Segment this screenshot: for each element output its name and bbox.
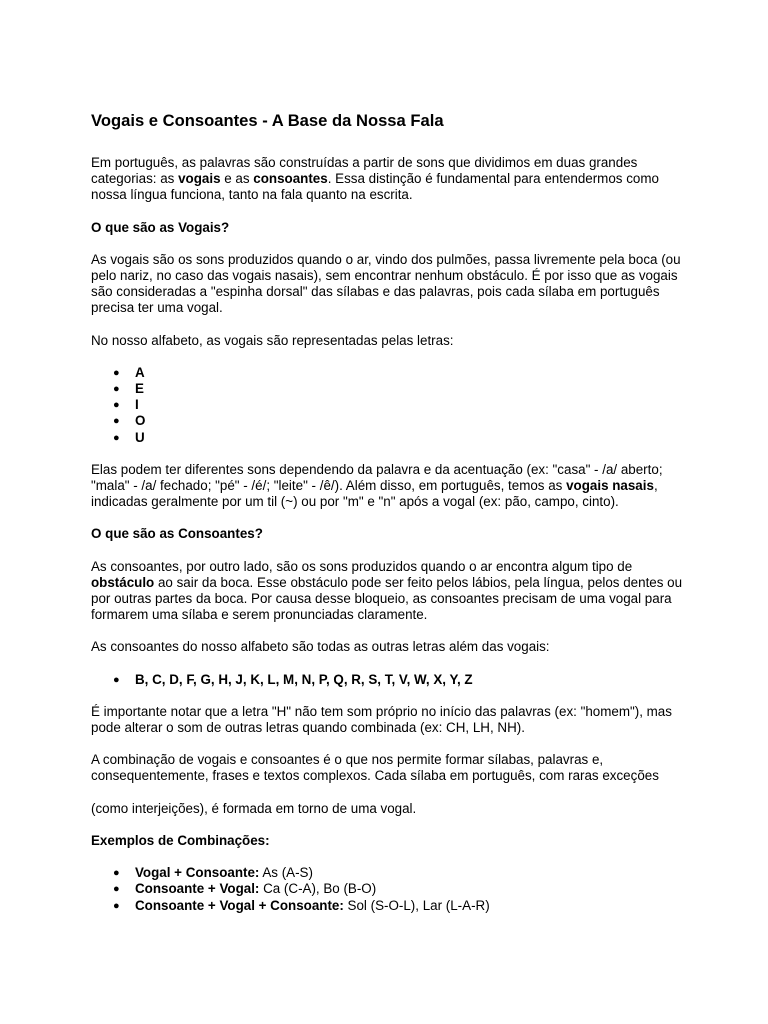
vogais-heading: O que são as Vogais? bbox=[91, 219, 230, 235]
vogais-paragraph-3: Elas podem ter diferentes sons dependendo da palavra e da acentuação (ex: "casa" - /a/ aberto; "mala" - /a/ fechado; "pé" - /é/; "leite" - /ê/). Além disso, em português, temos as vogais nasais, indicadas geralmente por um til (~) ou por "m" e "n" após a vogal (ex: pão, campo, cinto). bbox=[91, 461, 663, 510]
vogais-term: vogais bbox=[178, 171, 221, 187]
list-item: ● U bbox=[113, 429, 145, 445]
vogais-paragraph-2: No nosso alfabeto, as vogais são representadas pelas letras: bbox=[91, 332, 454, 348]
list-item: ● A bbox=[113, 364, 145, 380]
combination-paragraph-2: (como interjeições), é formada em torno de uma vogal. bbox=[91, 800, 417, 816]
bullet-icon: ● bbox=[113, 383, 120, 396]
bullet-icon: ● bbox=[113, 366, 120, 379]
consoantes-paragraph-2: As consoantes do nosso alfabeto são todas as outras letras além das vogais: bbox=[91, 639, 550, 655]
vogais-paragraph-1: As vogais são os sons produzidos quando o ar, vindo dos pulmões, passa livremente pela boca (ou pelo nariz, no caso das vogais nasais), sem encontrar nenhum obstáculo. É por isso que as vogais são consideradas a "espinha dorsal" das sílabas e das palavras, pois cada sílaba em português precisa ter uma vogal. bbox=[91, 251, 681, 316]
combination-paragraph-1: A combinação de vogais e consoantes é o que nos permite formar sílabas, palavras e, consequentemente, frases e textos complexos. Cada sílaba em português, com raras exceções bbox=[91, 752, 659, 784]
obstaculo-term: obstáculo bbox=[91, 574, 155, 590]
list-item: ● Vogal + Consoante: As (A-S) bbox=[113, 865, 313, 881]
examples-heading: Exemplos de Combinações: bbox=[91, 832, 270, 848]
bullet-icon: ● bbox=[113, 899, 120, 912]
list-item: ● Consoante + Vogal: Ca (C-A), Bo (B-O) bbox=[113, 881, 377, 897]
consoantes-paragraph-1: As consoantes, por outro lado, são os sons produzidos quando o ar encontra algum tipo de obstáculo ao sair da boca. Esse obstáculo pode ser feito pelos lábios, pela língua, pelos dentes ou por outras partes da boca. Por causa desse bloqueio, as consoantes precisam de uma vogal para formarem uma sílaba e serem pronunciadas claramente. bbox=[91, 558, 683, 623]
bullet-icon: ● bbox=[113, 399, 120, 412]
vowel-list bbox=[91, 365, 691, 446]
consonant-list bbox=[91, 672, 691, 688]
list-item: ● B, C, D, F, G, H, J, K, L, M, N, P, Q, R, S, T, V, W, X, Y, Z bbox=[113, 671, 473, 687]
bullet-icon: ● bbox=[113, 867, 120, 880]
examples-list bbox=[91, 865, 691, 914]
consoantes-term: consoantes bbox=[253, 171, 328, 187]
page-title: Vogais e Consoantes - A Base da Nossa Fala bbox=[91, 111, 444, 130]
list-item: ● O bbox=[113, 413, 146, 429]
vogais-nasais-term: vogais nasais bbox=[566, 478, 654, 494]
bullet-icon: ● bbox=[113, 883, 120, 896]
list-item: ● I bbox=[113, 397, 139, 413]
list-item: ● Consoante + Vogal + Consoante: Sol (S-O-L), Lar (L-A-R) bbox=[113, 897, 490, 913]
bullet-icon: ● bbox=[113, 415, 120, 428]
intro-paragraph: Em português, as palavras são construídas a partir de sons que dividimos em duas grandes categorias: as vogais e as consoantes. Essa distinção é fundamental para entendermos como nossa língua funciona, tanto na fala quanto na escrita. bbox=[91, 155, 659, 203]
consoantes-heading: O que são as Consoantes? bbox=[91, 526, 263, 542]
document-page bbox=[91, 111, 691, 930]
bullet-icon: ● bbox=[113, 431, 120, 444]
bullet-icon: ● bbox=[113, 673, 120, 686]
h-note-paragraph: É importante notar que a letra "H" não tem som próprio no início das palavras (ex: "homem"), mas pode alterar o som de outras letras quando combinada (ex: CH, LH, NH). bbox=[91, 703, 672, 736]
list-item: ● E bbox=[113, 381, 144, 397]
